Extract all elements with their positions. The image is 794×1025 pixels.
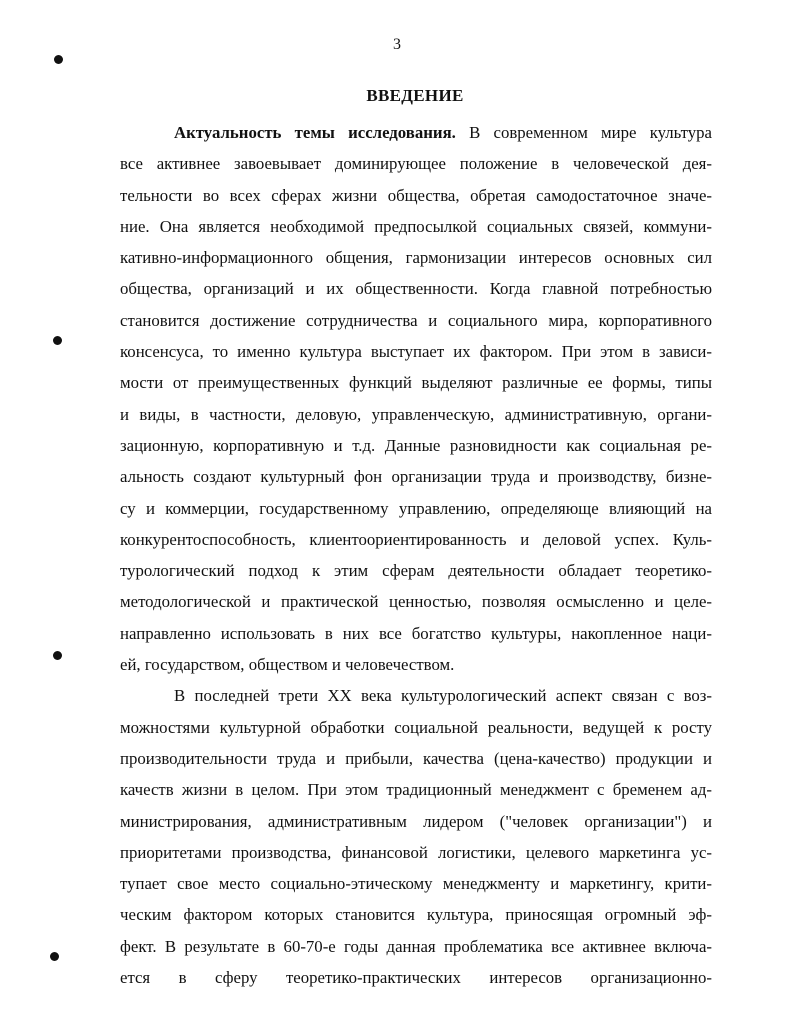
page-title: ВВЕДЕНИЕ: [366, 86, 464, 105]
text-line: можностями культурной обработки социальной реальности, ведущей к росту: [120, 717, 712, 737]
page-number: 3: [393, 36, 401, 53]
text-line: приоритетами производства, финансовой логистики, целевого маркетинга ус-: [120, 842, 712, 862]
text-line: конкурентоспособность, клиентоориентированность и деловой успех. Куль-: [120, 529, 712, 549]
text-line: В последней трети XX века культурологический аспект связан с воз-: [174, 686, 712, 706]
text-line: турологический подход к этим сферам деятельности обладает теоретико-: [120, 561, 712, 581]
paragraph-2: [120, 680, 712, 993]
binding-hole-mark: [54, 55, 63, 64]
text-line: [120, 117, 712, 148]
binding-hole-mark: [53, 651, 62, 660]
text-line: становится достижение сотрудничества и социального мира, корпоративного: [120, 310, 712, 330]
text-line-part: В современном мире культура: [469, 123, 713, 142]
body-text: [120, 117, 712, 993]
text-line: ей, государством, обществом и человечеством.: [120, 655, 455, 675]
text-line: тельности во всех сферах жизни общества, обретая самодостаточное значе-: [120, 185, 712, 205]
text-line: методологической и практической ценностью, позволяя осмысленно и целе-: [120, 592, 712, 612]
text-line: ние. Она является необходимой предпосылкой социальных связей, коммуни-: [120, 216, 712, 236]
text-line: министрирования, административным лидером ("человек организации") и: [120, 811, 712, 831]
text-line: тупает свое место социально-этическому менеджменту и маркетингу, крити-: [120, 874, 712, 894]
binding-hole-mark: [53, 336, 62, 345]
text-line: ческим фактором которых становится культура, приносящая огромный эф-: [120, 905, 712, 925]
text-line: производительности труда и прибыли, качества (цена-качество) продукции и: [120, 748, 712, 768]
text-line: кативно-информационного общения, гармонизации интересов основных сил: [120, 248, 712, 268]
paragraph-1: [120, 117, 712, 680]
text-line: консенсуса, то именно культура выступает их фактором. При этом в зависи-: [120, 342, 712, 362]
text-line: ется в сферу теоретико-практических интересов организационно-: [120, 968, 712, 988]
text-line: фект. В результате в 60-70-е годы данная проблематика все активнее включа-: [120, 936, 712, 956]
text-line: все активнее завоевывает доминирующее положение в человеческой дея-: [120, 154, 712, 174]
binding-hole-mark: [50, 952, 59, 961]
text-line: су и коммерции, государственному управлению, определяюще влияющий на: [120, 498, 712, 518]
text-line: качеств жизни в целом. При этом традиционный менеджмент с бременем ад-: [120, 780, 712, 800]
text-line: альность создают культурный фон организации труда и производству, бизне-: [120, 467, 712, 487]
lead-phrase: Актуальность темы исследования.: [174, 123, 456, 142]
text-line: мости от преимущественных функций выделяют различные ее формы, типы: [120, 373, 712, 393]
text-line: зационную, корпоративную и т.д. Данные разновидности как социальная ре-: [120, 435, 712, 455]
text-line: направленно использовать в них все богатство культуры, накопленное наци-: [120, 623, 712, 643]
text-line: и виды, в частности, деловую, управленческую, административную, органи-: [120, 404, 712, 424]
text-line: общества, организаций и их общественности. Когда главной потребностью: [120, 279, 712, 299]
